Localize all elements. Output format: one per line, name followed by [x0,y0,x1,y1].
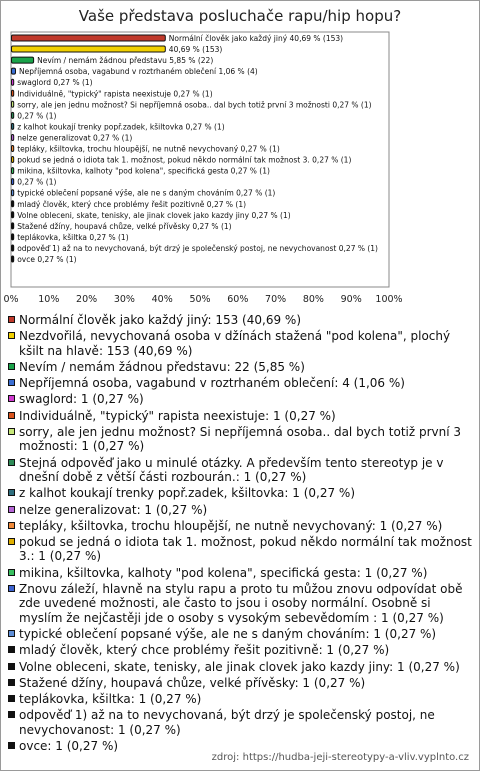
legend-swatch [8,585,15,592]
legend-swatch [8,646,15,653]
x-tick-label: 100% [375,294,403,305]
bar [12,212,14,218]
legend-item [8,582,474,625]
legend-item [8,627,474,641]
legend-swatch [8,695,15,702]
legend-label: odpověď 1) až na to nevychovaná, být drzý je společenský postoj, ne nevychovanost: 1 (0,27 %) [19,708,435,737]
legend-label: teplákovka, kšiltka: 1 (0,27 %) [19,692,202,707]
bar-label: Individuálně, "typický" rapista neexistuje 0,27 % (1) [17,89,213,99]
legend-swatch [8,332,15,339]
bar [12,68,16,74]
legend-item [8,535,474,564]
legend-label: Volne obleceni, skate, tenisky, ale jinak clovek jako kazdy jiny: 1 (0,27 %) [19,659,460,674]
legend-item [8,409,474,423]
bar-label: typické oblečení popsané výše, ale ne s daným chováním 0,27 % (1) [17,188,276,198]
bar-chart [0,0,480,310]
bar-label: pokud se jedná o idiota tak 1. možnost, pokud někdo normální tak možnost 3. 0,27 % (1) [17,155,352,165]
bar [12,101,14,107]
bar [12,234,14,240]
legend-swatch [8,459,15,466]
bar-label: Stažené džíny, houpavá chůze, velké přívěsky 0,27 % (1) [17,221,232,231]
legend-swatch [8,428,15,435]
legend-swatch [8,663,15,670]
legend-item [8,425,474,454]
legend-swatch [8,569,15,576]
bar-label: tepláky, kšiltovka, trochu hloupější, ne nutně nevychovaný 0,27 % (1) [17,144,280,154]
x-tick-label: 70% [265,294,287,305]
legend-swatch [8,379,15,386]
legend-swatch [8,412,15,419]
bar-label: nelze generalizovat 0,27 % (1) [17,133,133,143]
x-tick-label: 80% [302,294,324,305]
bar [12,223,14,229]
legend-swatch [8,316,15,323]
legend-swatch [8,679,15,686]
bar-label: ovce 0,27 % (1) [17,255,77,264]
bar [12,90,14,96]
bar-label: Volne obleceni, skate, tenisky, ale jinak clovek jako kazdy jiny 0,27 % (1) [17,210,291,220]
legend-label: Individuálně, "typický" rapista neexistuje: 1 (0,27 %) [19,408,336,423]
source-link[interactable]: zdroj: https://hudba-jeji-stereotypy-a-vliv.vyplnto.cz [211,752,469,763]
bar [12,112,14,118]
bar [12,168,14,174]
legend-swatch [8,522,15,529]
legend-swatch [8,711,15,718]
chart-title: Vaše představa posluchače rapu/hip hopu? [78,7,402,25]
chart-legend [8,313,474,755]
legend-item [8,660,474,674]
legend-swatch [8,363,15,370]
bar [12,179,14,185]
bar [12,201,14,207]
bar [12,134,14,140]
bar-label: 40,69 % (153) [168,45,223,55]
legend-item [8,692,474,706]
x-tick-label: 40% [151,294,173,305]
x-tick-label: 10% [38,294,60,305]
x-tick-label: 20% [76,294,98,305]
bar [12,256,14,262]
bar [12,57,34,63]
x-tick-label: 30% [113,294,135,305]
legend-label: z kalhot koukají trenky popř.zadek, kšiltovka: 1 (0,27 %) [19,486,356,501]
bar-label: Normální člověk jako každý jiný 40,69 % (153) [168,34,344,43]
legend-label: Nepříjemná osoba, vagabund v roztrhaném oblečení: 4 (1,06 %) [19,376,405,391]
legend-item [8,519,474,533]
legend-item [8,486,474,500]
bar-label: z kalhot koukají trenky popř.zadek, kšiltovka 0,27 % (1) [17,122,225,132]
legend-item [8,392,474,406]
x-tick-label: 50% [189,294,211,305]
bar [12,146,14,152]
bar-label: Nepříjemná osoba, vagabund v roztrhaném oblečení 1,06 % (4) [19,67,258,77]
bar-label: odpověď 1) až na to nevychovaná, být drzý je společenský postoj, ne nevychovanost 0,27 % (1) [17,243,378,253]
legend-item [8,676,474,690]
legend-label: mladý člověk, který chce problémy řešit pozitivně: 1 (0,27 %) [19,643,390,658]
bar [12,245,14,251]
bar-label: teplákovka, kšiltka 0,27 % (1) [17,232,129,242]
legend-label: Nevím / nemám žádnou představu: 22 (5,85 %) [19,359,305,374]
bar [12,79,14,85]
legend-label: ovce: 1 (0,27 %) [19,739,119,754]
legend-item [8,456,474,485]
legend-item [8,360,474,374]
legend-item [8,708,474,737]
x-tick-label: 90% [340,294,362,305]
legend-swatch [8,742,15,749]
bar-label: mikina, kšiltovka, kalhoty "pod kolena", specifická gesta 0,27 % (1) [17,166,270,176]
legend-swatch [8,538,15,545]
legend-label: Normální člověk jako každý jiný: 153 (40,69 %) [19,313,301,327]
bar [12,123,14,129]
legend-swatch [8,630,15,637]
legend-label: Stejná odpověď jako u minulé otázky. A především tento stereotyp je v dnešní době z větší části rozbourán.: 1 (0,27 %) [19,455,444,484]
legend-label: nelze generalizovat: 1 (0,27 %) [19,502,208,517]
bar [12,157,14,163]
x-tick-label: 0% [3,294,19,305]
bar [12,35,166,41]
legend-label: Znovu záleží, hlavně na stylu rapu a proto tu můžou znovu odpovídat obě zde uvedené možnosti, ale často to jsou i osoby normální. Osobně si myslím že nejčastěji jde o osoby s vysokým sebevědomím : 1 (0,27 %) [19,582,463,625]
legend-label: Nezdvořilá, nevychovaná osoba v džínách stažená "pod kolena", plochý kšilt na hlavě: 153 (40,69 %) [19,329,451,358]
bar-label: 0,27 % (1) [17,177,57,187]
legend-label: Stažené džíny, houpavá chůze, velké přívěsky: 1 (0,27 %) [19,675,366,690]
legend-item [8,313,474,327]
legend-item [8,643,474,657]
legend-label: tepláky, kšiltovka, trochu hloupější, ne nutně nevychovaný: 1 (0,27 %) [19,518,443,533]
legend-swatch [8,489,15,496]
bar-label: sorry, ale jen jednu možnost? Si nepříjemná osoba.. dal bych totiž první 3 možnosti 0,27 % (1) [17,100,372,110]
bar-label: 0,27 % (1) [17,111,57,121]
legend-label: mikina, kšiltovka, kalhoty "pod kolena", specifická gesta: 1 (0,27 %) [19,565,428,580]
legend-label: swaglord: 1 (0,27 %) [19,392,144,407]
legend-item [8,566,474,580]
legend-swatch [8,506,15,513]
bar [12,190,14,196]
bar-label: mladý člověk, který chce problémy řešit pozitivně 0,27 % (1) [17,199,247,209]
legend-item [8,329,474,358]
legend-swatch [8,395,15,402]
legend-item [8,376,474,390]
bar-label: swaglord 0,27 % (1) [17,78,93,88]
legend-item [8,503,474,517]
bar-label: Nevím / nemám žádnou představu 5,85 % (22) [37,56,214,66]
legend-label: typické oblečení popsané výše, ale ne s daným chováním: 1 (0,27 %) [19,626,437,641]
legend-label: sorry, ale jen jednu možnost? Si nepříjemná osoba.. dal bych totiž první 3 možnosti: 1 (0,27 %) [19,425,462,454]
bar [12,46,166,52]
x-tick-label: 60% [227,294,249,305]
legend-label: pokud se jedná o idiota tak 1. možnost, pokud někdo normální tak možnost 3.: 1 (0,27 %) [19,535,472,564]
